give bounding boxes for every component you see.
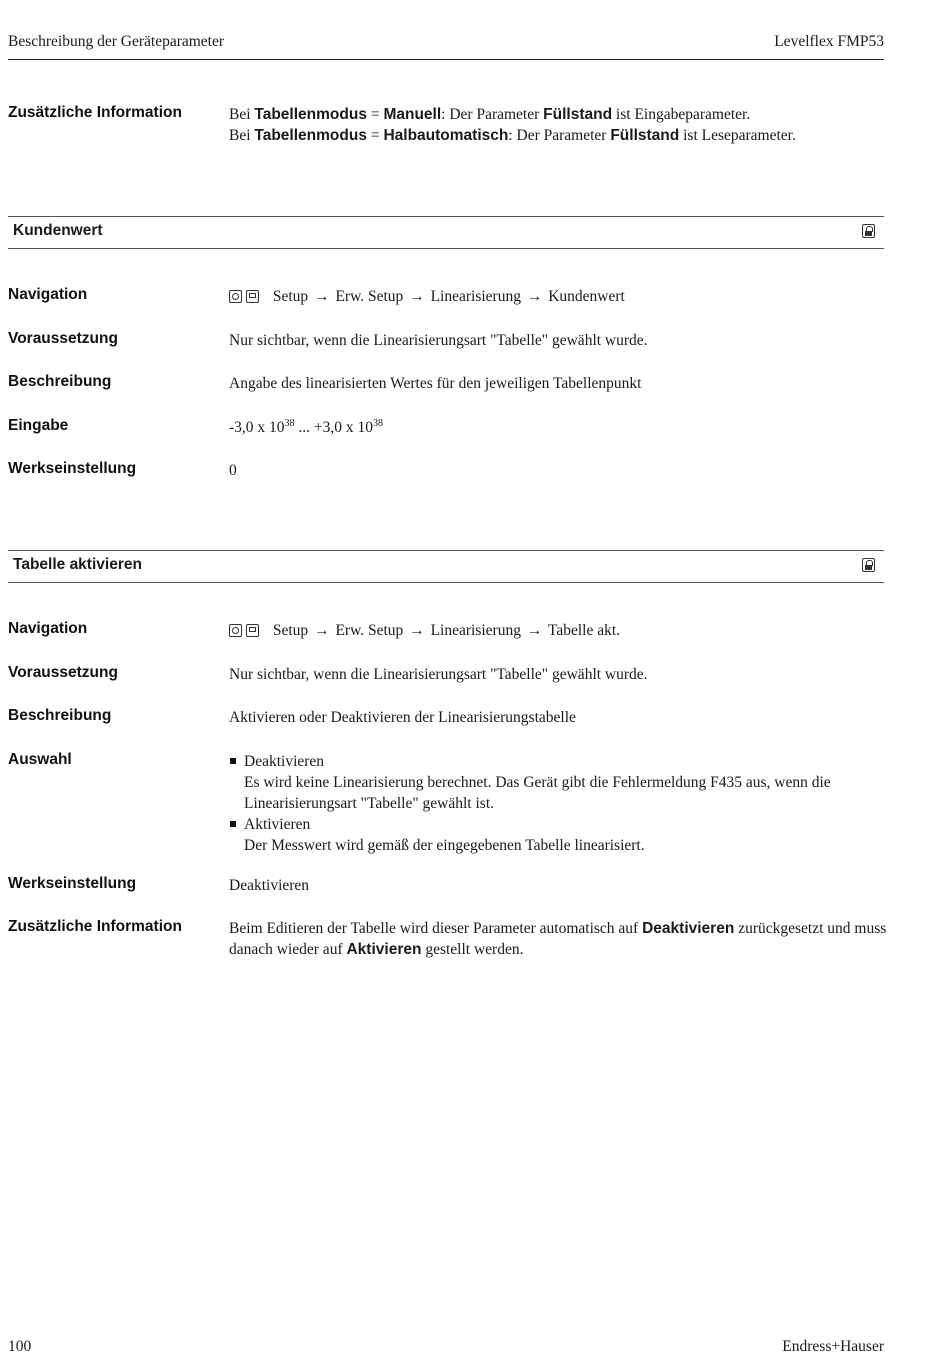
nav-step: Linearisierung [430, 622, 521, 639]
werkseinstellung-value: 0 [229, 462, 237, 479]
beschreibung-value: Aktivieren oder Deaktivieren der Linearisierungstabelle [229, 709, 576, 726]
arrow-right-icon: → [314, 622, 330, 639]
option-item [229, 814, 889, 856]
arrow-right-icon: → [409, 288, 425, 305]
nav-step: Erw. Setup [335, 622, 404, 639]
display-menu-icon [229, 624, 242, 637]
navigation-path [229, 286, 889, 309]
arrow-right-icon: → [526, 288, 543, 305]
navigation-path [229, 620, 889, 643]
eingabe-value: -3,0 x $10^{38}$ ... +3,0 x $10^{38}$ [229, 418, 384, 436]
page-header [8, 33, 884, 60]
section-header-tabelle-aktivieren [8, 550, 884, 583]
header-product-name: Levelflex FMP53 [774, 33, 884, 50]
additional-info-value: Beim Editieren der Tabelle wird dieser Parameter automatisch auf Deaktivieren zurückgesetzt und muss danach wieder auf Aktivieren gestellt werden. [229, 920, 887, 958]
nav-step: Setup [272, 288, 309, 305]
eingabe-label: Eingabe [8, 417, 69, 434]
voraussetzung-label: Voraussetzung [8, 664, 118, 681]
navigation-label: Navigation [8, 286, 88, 303]
bullet-icon [230, 821, 236, 827]
nav-step: Erw. Setup [335, 288, 404, 305]
option-name: Aktivieren [244, 816, 311, 833]
option-name: Deaktivieren [244, 753, 325, 770]
werkseinstellung-label: Werkseinstellung [8, 460, 137, 477]
top-info-line2: Bei Tabellenmodus = Halbautomatisch: Der Parameter Füllstand ist Leseparameter. [229, 127, 796, 144]
top-info-label: Zusätzliche Information [8, 104, 182, 121]
arrow-right-icon: → [409, 622, 425, 639]
footer-brand: Endress+Hauser [782, 1338, 884, 1355]
werkseinstellung-label: Werkseinstellung [8, 875, 137, 892]
auswahl-options [229, 751, 889, 856]
page-number: 100 [8, 1338, 32, 1355]
voraussetzung-value: Nur sichtbar, wenn die Linearisierungsart "Tabelle" gewählt wurde. [229, 332, 648, 349]
nav-step: Kundenwert [548, 288, 625, 305]
additional-info-label: Zusätzliche Information [8, 918, 182, 935]
option-description: Es wird keine Linearisierung berechnet. Das Gerät gibt die Fehlermeldung F435 aus, wenn die Linearisierungsart "Tabelle" gewählt ist. [244, 774, 831, 812]
voraussetzung-label: Voraussetzung [8, 330, 118, 347]
lock-icon [862, 558, 875, 572]
option-description: Der Messwert wird gemäß der eingegebenen Tabelle linearisiert. [244, 837, 645, 854]
top-info-value [229, 104, 889, 146]
section-header-kundenwert [8, 216, 884, 249]
beschreibung-label: Beschreibung [8, 707, 112, 724]
section-title-kundenwert: Kundenwert [13, 222, 103, 239]
beschreibung-label: Beschreibung [8, 373, 112, 390]
header-section-title: Beschreibung der Geräteparameter [8, 33, 225, 50]
bullet-icon [230, 758, 236, 764]
option-item [229, 751, 889, 814]
display-menu-icon [229, 290, 242, 303]
beschreibung-value: Angabe des linearisierten Wertes für den jeweiligen Tabellenpunkt [229, 375, 642, 392]
navigation-label: Navigation [8, 620, 88, 637]
nav-step: Linearisierung [430, 288, 521, 305]
arrow-right-icon: → [314, 288, 330, 305]
nav-step: Setup [272, 622, 309, 639]
arrow-right-icon: → [526, 622, 543, 639]
werkseinstellung-value: Deaktivieren [229, 877, 310, 894]
operating-tool-icon [246, 290, 259, 303]
nav-step: Tabelle akt. [547, 622, 621, 639]
auswahl-label: Auswahl [8, 751, 72, 768]
operating-tool-icon [246, 624, 259, 637]
lock-icon [862, 224, 875, 238]
top-info-line1: Bei Tabellenmodus = Manuell: Der Parameter Füllstand ist Eingabeparameter. [229, 106, 751, 123]
section-title-tabelle-aktivieren: Tabelle aktivieren [13, 556, 142, 573]
voraussetzung-value: Nur sichtbar, wenn die Linearisierungsart "Tabelle" gewählt wurde. [229, 666, 648, 683]
